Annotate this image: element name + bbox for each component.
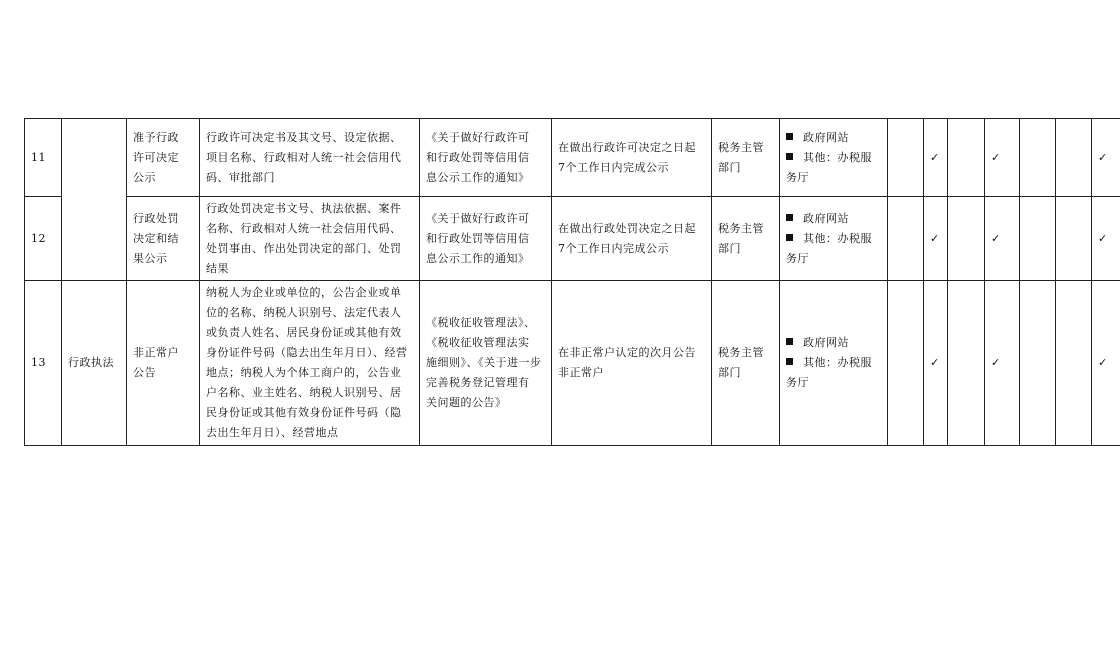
disclosure-content-line: 或负责人姓名、居民身份证或其他有效	[206, 326, 402, 339]
item-name	[127, 281, 200, 446]
empty-check-cell	[948, 119, 985, 197]
disclosure-content	[200, 281, 420, 446]
channel-text: 其他：办税服	[803, 356, 872, 369]
disclosure-channels-line	[786, 168, 881, 188]
item-name	[127, 119, 200, 197]
disclosure-timing	[552, 281, 712, 446]
disclosure-content	[200, 119, 420, 197]
disclosure-timing-line: 在做出行政许可决定之日起	[558, 140, 696, 154]
legal-basis-line: 完善税务登记管理有	[426, 376, 530, 389]
checkmark-icon: ✓	[924, 281, 948, 446]
disclosure-timing-line: 在非正常户认定的次月公告	[558, 346, 696, 359]
responsible-dept-line: 部门	[718, 241, 741, 255]
disclosure-channels-line	[786, 333, 881, 353]
black-square-bullet-icon	[786, 214, 793, 221]
row-number: 11	[25, 119, 62, 197]
table-body	[25, 119, 1120, 446]
responsible-dept	[712, 119, 780, 197]
legal-basis-line: 和行政处罚等信用信	[426, 231, 530, 245]
responsible-dept-line: 部门	[718, 160, 741, 174]
legal-basis-line: 息公示工作的通知》	[426, 170, 530, 184]
legal-basis-line: 和行政处罚等信用信	[426, 150, 530, 164]
black-square-bullet-icon	[786, 234, 793, 241]
empty-check-cell	[888, 281, 924, 446]
empty-check-cell	[888, 197, 924, 281]
disclosure-timing-line: 非正常户	[558, 366, 604, 379]
legal-basis-line: 《关于做好行政许可	[426, 211, 530, 225]
disclosure-content-line: 名称、行政相对人统一社会信用代码、	[206, 221, 402, 235]
legal-basis-line: 《税收征收管理法》、	[426, 316, 536, 329]
table-row	[25, 281, 1120, 446]
disclosure-channels-line	[786, 148, 881, 168]
checkmark-icon: ✓	[924, 197, 948, 281]
empty-check-cell	[1056, 281, 1092, 446]
disclosure-channels-line	[786, 229, 881, 249]
item-name-line: 行政处罚	[133, 211, 179, 225]
black-square-bullet-icon	[786, 358, 793, 365]
disclosure-content-line: 行政许可决定书及其文号、设定依据、	[206, 130, 402, 144]
disclosure-content-line: 位的名称、纳税人识别号、法定代表人	[206, 306, 402, 319]
checkmark-icon: ✓	[924, 119, 948, 197]
disclosure-channels	[780, 197, 888, 281]
channel-text: 政府网站	[803, 211, 849, 225]
responsible-dept-line: 部门	[718, 366, 741, 379]
disclosure-timing	[552, 119, 712, 197]
disclosure-channels-line	[786, 373, 881, 393]
row-number: 13	[25, 281, 62, 446]
disclosure-content-line: 地点；纳税人为个体工商户的，公告业	[206, 366, 402, 379]
legal-basis-line: 施细则》、《关于进一步	[426, 356, 542, 369]
item-name-line: 公示	[133, 170, 156, 184]
black-square-bullet-icon	[786, 338, 793, 345]
item-name-line: 公告	[133, 366, 156, 379]
disclosure-content-line: 结果	[206, 261, 229, 275]
empty-check-cell	[1020, 281, 1056, 446]
disclosure-content-line: 行政处罚决定书文号、执法依据、案件	[206, 201, 402, 215]
disclosure-content-line: 去出生年月日）、经营地点	[206, 426, 339, 439]
item-name	[127, 197, 200, 281]
empty-check-cell	[1056, 119, 1092, 197]
black-square-bullet-icon	[786, 133, 793, 140]
category-cell	[62, 119, 127, 281]
legal-basis	[420, 281, 552, 446]
item-name-line: 决定和结	[133, 231, 179, 245]
disclosure-timing-line: 7个工作日内完成公示	[558, 160, 669, 174]
item-name-line: 非正常户	[133, 346, 179, 359]
disclosure-content-line: 身份证件号码（隐去出生年月日）、经营	[206, 346, 408, 359]
channel-text: 务厅	[786, 251, 809, 265]
checkmark-icon: ✓	[985, 197, 1020, 281]
empty-check-cell	[888, 119, 924, 197]
disclosure-channels-line	[786, 249, 881, 269]
responsible-dept-line: 税务主管	[718, 140, 764, 154]
responsible-dept-line: 税务主管	[718, 346, 764, 359]
disclosure-content-line: 项目名称、行政相对人统一社会信用代	[206, 150, 402, 164]
category-cell: 行政执法	[62, 281, 127, 446]
legal-basis	[420, 197, 552, 281]
disclosure-content-line: 纳税人为企业或单位的，公告企业或单	[206, 286, 402, 299]
checkmark-icon: ✓	[985, 281, 1020, 446]
responsible-dept	[712, 197, 780, 281]
item-name-line: 许可决定	[133, 150, 179, 164]
responsible-dept-line: 税务主管	[718, 221, 764, 235]
empty-check-cell	[1056, 197, 1092, 281]
legal-basis-line: 息公示工作的通知》	[426, 251, 530, 265]
disclosure-content-line: 码、审批部门	[206, 170, 275, 184]
checkmark-icon: ✓	[1092, 281, 1120, 446]
table-row	[25, 197, 1120, 281]
disclosure-channels	[780, 281, 888, 446]
disclosure-channels-line	[786, 353, 881, 373]
responsible-dept	[712, 281, 780, 446]
disclosure-channels-line	[786, 128, 881, 148]
legal-basis-line: 《税收征收管理法实	[426, 336, 530, 349]
disclosure-content-line: 民身份证或其他有效身份证件号码（隐	[206, 406, 402, 419]
disclosure-table	[24, 118, 1120, 446]
channel-text: 务厅	[786, 170, 809, 184]
disclosure-content-line: 处罚事由、作出处罚决定的部门、处罚	[206, 241, 402, 255]
empty-check-cell	[1020, 119, 1056, 197]
channel-text: 务厅	[786, 376, 809, 389]
channel-text: 政府网站	[803, 336, 849, 349]
empty-check-cell	[948, 197, 985, 281]
checkmark-icon: ✓	[1092, 119, 1120, 197]
item-name-line: 准予行政	[133, 130, 179, 144]
disclosure-channels-line	[786, 209, 881, 229]
disclosure-content	[200, 197, 420, 281]
row-number: 12	[25, 197, 62, 281]
disclosure-timing	[552, 197, 712, 281]
table-row	[25, 119, 1120, 197]
black-square-bullet-icon	[786, 153, 793, 160]
channel-text: 其他：办税服	[803, 231, 872, 245]
checkmark-icon: ✓	[1092, 197, 1120, 281]
legal-basis-line: 关问题的公告》	[426, 396, 507, 409]
disclosure-content-line: 户名称、业主姓名、纳税人识别号、居	[206, 386, 402, 399]
checkmark-icon: ✓	[985, 119, 1020, 197]
empty-check-cell	[948, 281, 985, 446]
disclosure-timing-line: 在做出行政处罚决定之日起	[558, 221, 696, 235]
legal-basis-line: 《关于做好行政许可	[426, 130, 530, 144]
disclosure-timing-line: 7个工作日内完成公示	[558, 241, 669, 255]
empty-check-cell	[1020, 197, 1056, 281]
channel-text: 政府网站	[803, 130, 849, 144]
disclosure-channels	[780, 119, 888, 197]
legal-basis	[420, 119, 552, 197]
item-name-line: 果公示	[133, 251, 168, 265]
channel-text: 其他：办税服	[803, 150, 872, 164]
